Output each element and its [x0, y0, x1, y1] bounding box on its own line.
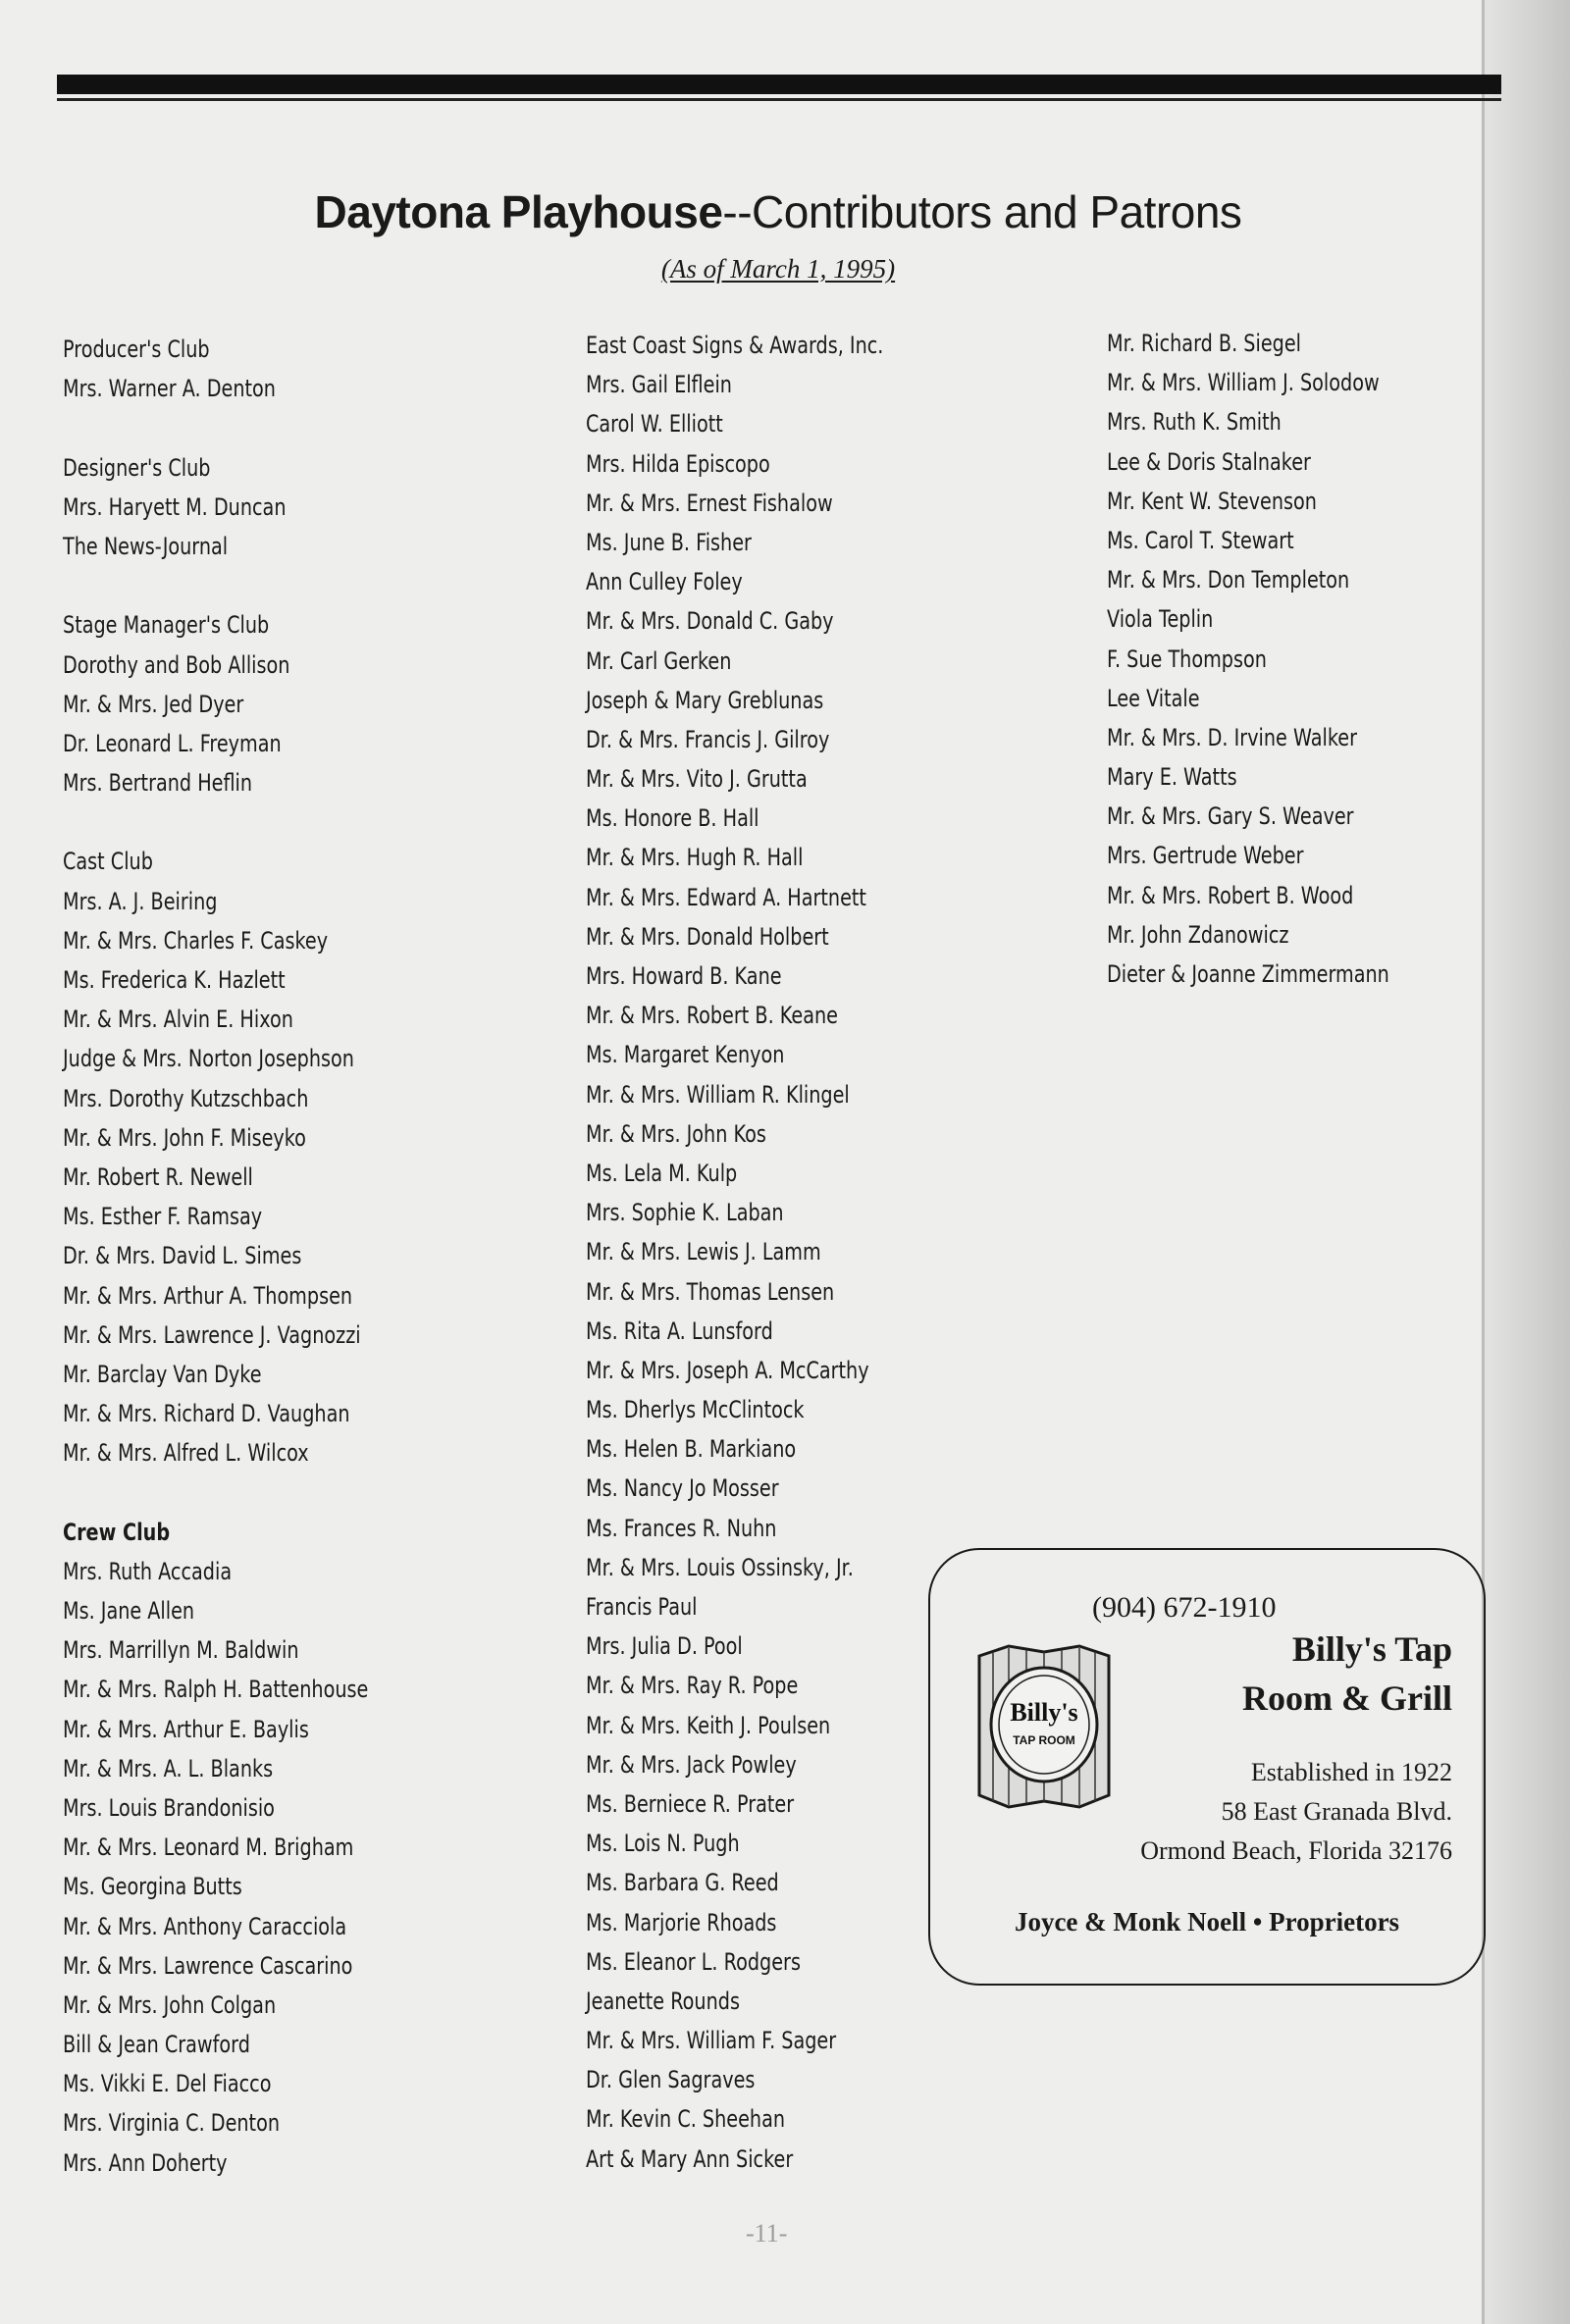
- contributor-name: Jeanette Rounds: [586, 1987, 740, 2015]
- contributor-name: Bill & Jean Crawford: [63, 2031, 250, 2059]
- contributor-name: Mr. & Mrs. Donald C. Gaby: [586, 607, 834, 636]
- contributor-name: Dr. & Mrs. David L. Simes: [63, 1242, 302, 1270]
- contributor-name: Mr. & Mrs. Alfred L. Wilcox: [63, 1439, 309, 1468]
- contributor-name: Mr. & Mrs. Joseph A. McCarthy: [586, 1356, 869, 1384]
- contributor-name: Lee & Doris Stalnaker: [1107, 447, 1311, 476]
- ad-owners: Joyce & Monk Noell • Proprietors: [1014, 1907, 1400, 1937]
- contributor-name: Ms. Margaret Kenyon: [586, 1041, 785, 1069]
- contributor-name: Mrs. Louis Brandonisio: [63, 1793, 275, 1822]
- club-heading: Producer's Club: [63, 336, 210, 363]
- contributor-name: Ms. Lois N. Pugh: [586, 1830, 740, 1858]
- contributor-name: Mr. Barclay Van Dyke: [63, 1360, 262, 1388]
- contributor-name: Ms. June B. Fisher: [586, 528, 752, 556]
- ad-name-line2: Room & Grill: [1242, 1678, 1452, 1718]
- contributor-name: Mr. & Mrs. Arthur A. Thompsen: [63, 1281, 353, 1310]
- contributor-name: Francis Paul: [586, 1593, 698, 1621]
- ad-address: 58 East Granada Blvd.: [1221, 1797, 1452, 1826]
- contributor-name: Mr. & Mrs. Charles F. Caskey: [63, 926, 329, 955]
- column-spacer: [63, 1472, 368, 1512]
- contributor-name: Ms. Lela M. Kulp: [586, 1159, 738, 1187]
- contributor-name: Mr. & Mrs. John F. Miseyko: [63, 1123, 306, 1152]
- contributor-name: Mr. & Mrs. Jack Powley: [586, 1750, 797, 1779]
- contributor-name: Dorothy and Bob Allison: [63, 650, 290, 679]
- club-heading: Designer's Club: [63, 453, 211, 482]
- contributor-name: Mr. & Mrs. Keith J. Poulsen: [586, 1711, 831, 1739]
- contributor-name: Mr. Robert R. Newell: [63, 1162, 253, 1191]
- contributor-name: Mr. & Mrs. Ernest Fishalow: [586, 489, 833, 517]
- contributor-name: Ms. Barbara G. Reed: [586, 1869, 779, 1897]
- title-contributors: --Contributors and Patrons: [722, 186, 1242, 237]
- contributor-name: Mr. Carl Gerken: [586, 646, 732, 675]
- contributor-name: Mrs. Gail Elflein: [586, 371, 732, 399]
- contributor-name: Mr. & Mrs. Jed Dyer: [63, 690, 244, 718]
- contributor-name: Mr. & Mrs. Louis Ossinsky, Jr.: [586, 1553, 854, 1581]
- contributor-name: Ms. Nancy Jo Mosser: [586, 1474, 779, 1503]
- column-spacer: [63, 566, 368, 605]
- contributor-name: Mrs. Ruth K. Smith: [1107, 408, 1282, 437]
- contributor-name: Mr. & Mrs. Don Templeton: [1107, 566, 1350, 594]
- club-heading: Crew Club: [63, 1518, 171, 1546]
- contributor-name: Mr. & Mrs. William R. Klingel: [586, 1080, 850, 1109]
- contributor-name: Mr. & Mrs. Anthony Caracciola: [63, 1912, 347, 1940]
- contributor-name: Mrs. Julia D. Pool: [586, 1632, 743, 1661]
- contributor-name: East Coast Signs & Awards, Inc.: [586, 332, 884, 359]
- contributor-name: Mr. & Mrs. D. Irvine Walker: [1107, 723, 1357, 751]
- as-of-date-text: (As of March 1, 1995): [660, 254, 896, 284]
- contributor-name: Mrs. Dorothy Kutzschbach: [63, 1084, 309, 1112]
- contributor-name: Ms. Georgina Butts: [63, 1873, 242, 1901]
- contributor-name: Ms. Helen B. Markiano: [586, 1435, 797, 1464]
- club-heading: Cast Club: [63, 848, 153, 876]
- column-spacer: [63, 802, 368, 842]
- page-title: [0, 184, 1556, 239]
- contributor-name: Ms. Esther F. Ramsay: [63, 1203, 263, 1231]
- contributor-name: Mr. & Mrs. Edward A. Hartnett: [586, 883, 866, 911]
- contributor-name: Carol W. Elliott: [586, 410, 723, 439]
- contributor-name: Dieter & Joanne Zimmermann: [1107, 960, 1389, 988]
- contributor-name: Ms. Eleanor L. Rodgers: [586, 1947, 801, 1976]
- contributor-name: Ms. Jane Allen: [63, 1597, 195, 1625]
- contributor-name: Mr. Kent W. Stevenson: [1107, 487, 1317, 515]
- contributor-name: Mrs. Ruth Accadia: [63, 1557, 233, 1585]
- contributor-name: Dr. Glen Sagraves: [586, 2066, 756, 2094]
- header-rule-thin: [57, 98, 1501, 101]
- contributor-name: Ms. Rita A. Lunsford: [586, 1317, 773, 1345]
- page-number: -11-: [746, 2219, 788, 2247]
- contributor-name: Mrs. Bertrand Heflin: [63, 769, 253, 798]
- contributor-name: Viola Teplin: [1107, 605, 1214, 634]
- contributor-name: Joseph & Mary Greblunas: [586, 686, 824, 714]
- contributor-name: Mr. & Mrs. Richard D. Vaughan: [63, 1400, 350, 1428]
- title-playhouse: Daytona Playhouse: [314, 186, 723, 237]
- contributor-name: Ms. Honore B. Hall: [586, 804, 759, 833]
- contributor-name: Mary E. Watts: [1107, 763, 1237, 792]
- contributor-name: Mr. & Mrs. Robert B. Keane: [586, 1002, 838, 1030]
- contributors-column-2: [586, 326, 883, 2179]
- billys-tap-room-ad: [928, 1548, 1486, 1986]
- ad-established: Established in 1922: [1250, 1758, 1452, 1786]
- contributor-name: Mrs. Gertrude Weber: [1107, 842, 1304, 870]
- contributor-name: Mr. & Mrs. Ralph H. Battenhouse: [63, 1676, 369, 1704]
- contributor-name: Judge & Mrs. Norton Josephson: [63, 1045, 354, 1073]
- contributor-name: Mr. & Mrs. Arthur E. Baylis: [63, 1715, 309, 1743]
- contributor-name: Ms. Carol T. Stewart: [1107, 526, 1294, 554]
- contributor-name: Mrs. Marrillyn M. Baldwin: [63, 1636, 299, 1665]
- contributor-name: Mr. & Mrs. John Colgan: [63, 1990, 277, 2019]
- contributor-name: Mr. & Mrs. Alvin E. Hixon: [63, 1006, 293, 1034]
- ad-city: Ormond Beach, Florida 32176: [1140, 1836, 1452, 1865]
- as-of-date: [0, 253, 1556, 284]
- contributor-name: Mr. & Mrs. Donald Holbert: [586, 922, 829, 951]
- contributor-name: Ms. Marjorie Rhoads: [586, 1908, 777, 1937]
- contributor-name: Mrs. Howard B. Kane: [586, 962, 782, 990]
- contributor-name: Mr. & Mrs. Lawrence J. Vagnozzi: [63, 1320, 361, 1349]
- contributor-name: Mrs. Virginia C. Denton: [63, 2109, 280, 2138]
- contributor-name: Mrs. Warner A. Denton: [63, 375, 276, 403]
- contributor-name: Mr. & Mrs. A. L. Blanks: [63, 1754, 274, 1782]
- header-rule-thick: [57, 75, 1501, 94]
- contributor-name: Ms. Frederica K. Hazlett: [63, 966, 286, 994]
- ad-phone: (904) 672-1910: [1092, 1591, 1277, 1624]
- contributor-name: F. Sue Thompson: [1107, 645, 1267, 673]
- contributor-name: Mr. & Mrs. Lawrence Cascarino: [63, 1951, 353, 1980]
- logo-text-taproom: TAP ROOM: [1013, 1733, 1075, 1747]
- contributor-name: Mr. & Mrs. William J. Solodow: [1107, 369, 1380, 397]
- contributor-name: Art & Mary Ann Sicker: [586, 2144, 794, 2173]
- contributor-name: Mr. & Mrs. Lewis J. Lamm: [586, 1238, 821, 1266]
- contributor-name: Mr. John Zdanowicz: [1107, 920, 1289, 949]
- contributor-name: Mrs. Hilda Episcopo: [586, 449, 770, 478]
- contributor-name: Ms. Vikki E. Del Fiacco: [63, 2070, 272, 2098]
- contributor-name: Mr. & Mrs. William F. Sager: [586, 2027, 837, 2055]
- contributors-column-1: [63, 330, 368, 2183]
- contributor-name: Ms. Dherlys McClintock: [586, 1396, 805, 1424]
- ad-name-line1: Billy's Tap: [1291, 1629, 1452, 1669]
- contributor-name: Ms. Frances R. Nuhn: [586, 1514, 777, 1542]
- contributor-name: The News-Journal: [63, 532, 229, 560]
- contributor-name: Mrs. Haryett M. Duncan: [63, 492, 287, 521]
- contributor-name: Mrs. A. J. Beiring: [63, 887, 218, 915]
- page-crease: [1482, 0, 1485, 2324]
- contributor-name: Mr. & Mrs. Gary S. Weaver: [1107, 802, 1354, 831]
- contributor-name: Mr. & Mrs. Thomas Lensen: [586, 1277, 835, 1306]
- contributor-name: Ms. Berniece R. Prater: [586, 1789, 795, 1818]
- contributor-name: Mrs. Ann Doherty: [63, 2148, 228, 2177]
- contributor-name: Mr. & Mrs. Vito J. Grutta: [586, 765, 808, 794]
- contributor-name: Mr. & Mrs. John Kos: [586, 1119, 766, 1148]
- billys-logo-icon: [969, 1638, 1119, 1813]
- club-heading: Stage Manager's Club: [63, 611, 270, 640]
- page-edge: [1482, 0, 1570, 2324]
- contributor-name: Mr. & Mrs. Hugh R. Hall: [586, 844, 804, 872]
- contributor-name: Mr. Kevin C. Sheehan: [586, 2105, 786, 2134]
- contributor-name: Dr. Leonard L. Freyman: [63, 729, 282, 757]
- contributor-name: Dr. & Mrs. Francis J. Gilroy: [586, 725, 830, 753]
- contributor-name: Mr. & Mrs. Leonard M. Brigham: [63, 1833, 354, 1862]
- contributors-column-3: [1107, 324, 1389, 994]
- logo-text-billys: Billy's: [1010, 1698, 1078, 1727]
- contributor-name: Mr. & Mrs. Robert B. Wood: [1107, 881, 1354, 909]
- contributor-name: Lee Vitale: [1107, 684, 1200, 712]
- contributor-name: Mrs. Sophie K. Laban: [586, 1199, 784, 1227]
- contributor-name: Ann Culley Foley: [586, 568, 743, 596]
- column-spacer: [63, 408, 368, 447]
- contributor-name: Mr. Richard B. Siegel: [1107, 330, 1301, 357]
- contributor-name: Mr. & Mrs. Ray R. Pope: [586, 1672, 799, 1700]
